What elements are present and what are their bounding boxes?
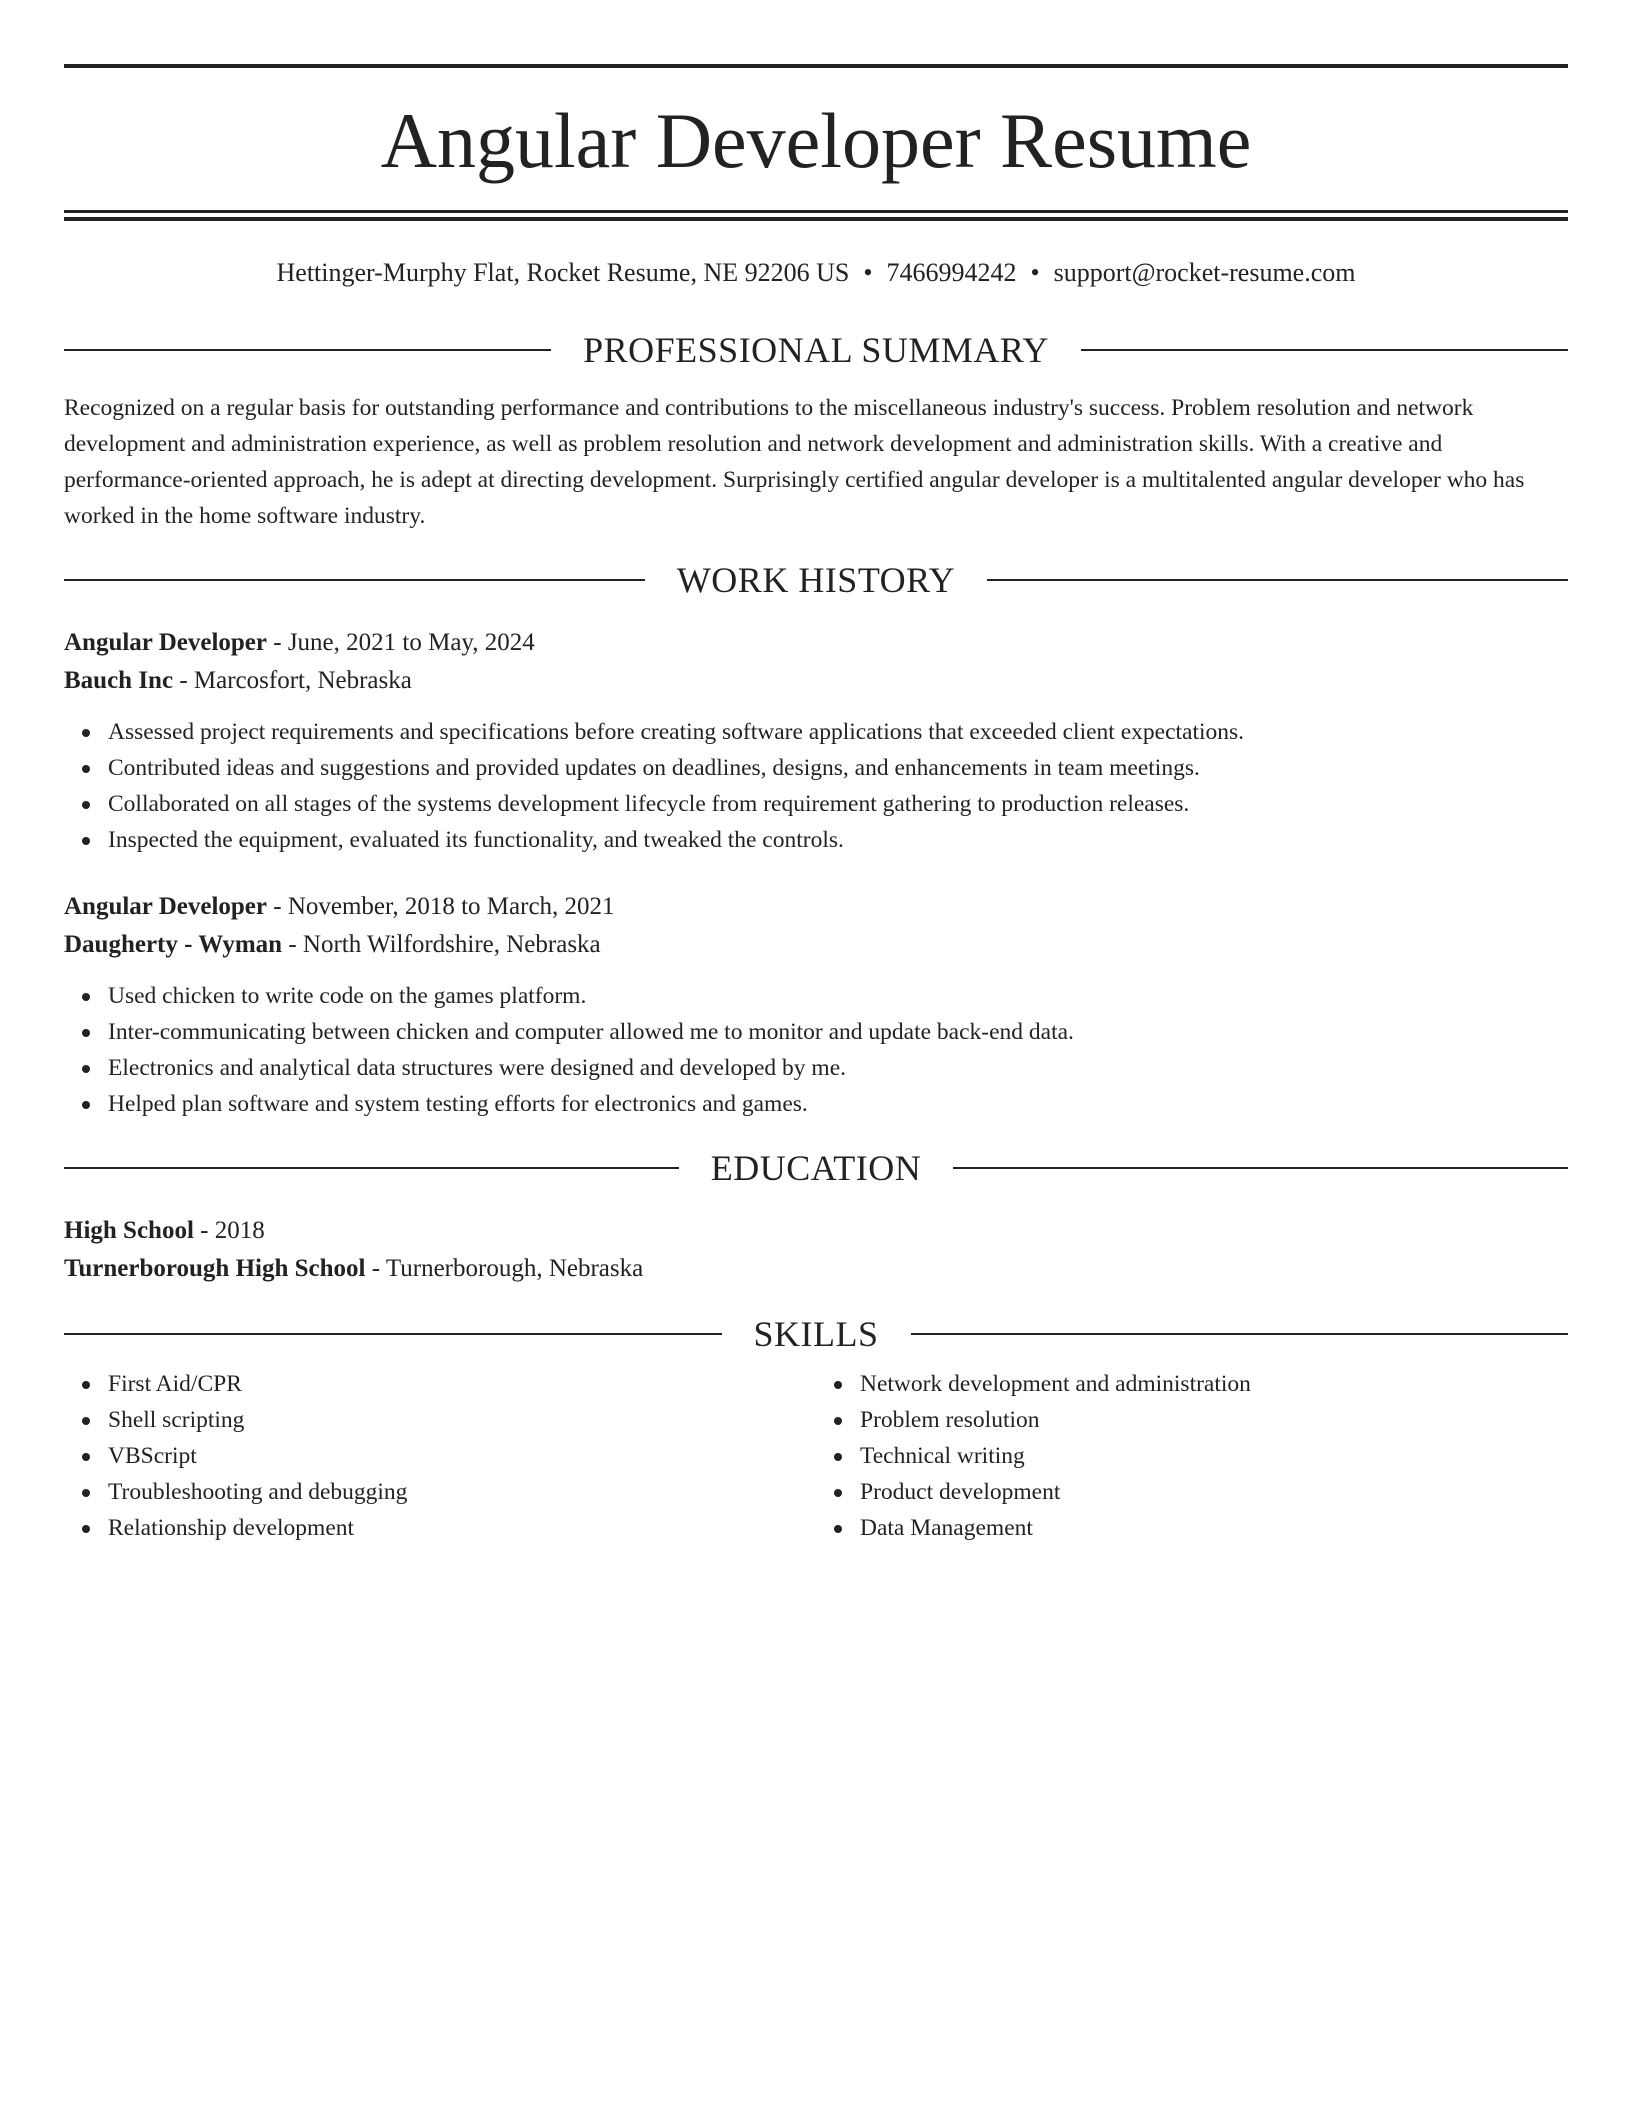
education-year: - 2018 [193,1217,265,1245]
list-item: Assessed project requirements and specifications before creating software applications that exceeded client expectations. [108,714,1568,750]
list-item: Technical writing [860,1438,1568,1474]
job-entry [64,888,1568,1122]
section-rule-right [953,1167,1568,1169]
section-header-skills [64,1314,1568,1355]
section-title-education: EDUCATION [710,1148,922,1189]
list-item: Helped plan software and system testing efforts for electronics and games. [108,1086,1568,1122]
list-item: Product development [860,1474,1568,1510]
job-title: Angular Developer [64,893,267,921]
section-header-work [64,560,1568,601]
list-item: Electronics and analytical data structures were designed and developed by me. [108,1050,1568,1086]
section-rule-left [64,1333,722,1335]
section-title-summary: PROFESSIONAL SUMMARY [583,330,1049,371]
skills-column-left [64,1366,816,1546]
job-title: Angular Developer [64,629,267,657]
education-entry [64,1212,1568,1288]
page-title: Angular Developer Resume [380,97,1252,184]
title-double-rule [64,210,1568,221]
section-header-summary [64,330,1568,371]
section-header-education [64,1148,1568,1189]
education-school: Turnerborough High School [64,1255,366,1283]
list-item: Shell scripting [108,1402,816,1438]
section-rule-right [987,579,1568,581]
section-rule-left [64,1167,679,1169]
list-item: Network development and administration [860,1366,1568,1402]
job-company: Bauch Inc [64,667,174,695]
list-item: Contributed ideas and suggestions and provided updates on deadlines, designs, and enhancements in team meetings. [108,750,1568,786]
job-title-line [64,624,1568,662]
top-rule [64,64,1568,68]
job-title-line [64,888,1568,926]
section-title-work: WORK HISTORY [676,560,956,601]
section-rule-left [64,349,551,351]
list-item: First Aid/CPR [108,1366,816,1402]
education-location: - Turnerborough, Nebraska [365,1255,644,1283]
list-item: Inspected the equipment, evaluated its functionality, and tweaked the controls. [108,822,1568,858]
section-rule-left [64,579,645,581]
job-location: - Marcosfort, Nebraska [173,667,412,695]
job-dates: - June, 2021 to May, 2024 [267,629,535,657]
education-school-line [64,1250,1568,1288]
list-item: Collaborated on all stages of the systems development lifecycle from requirement gathering to production releases. [108,786,1568,822]
section-title-skills: SKILLS [753,1314,879,1355]
contact-email: support@rocket-resume.com [1053,258,1356,287]
list-item: Troubleshooting and debugging [108,1474,816,1510]
job-dates: - November, 2018 to March, 2021 [267,893,615,921]
education-degree: High School [64,1217,194,1245]
list-item: Used chicken to write code on the games platform. [108,978,1568,1014]
job-company-line [64,662,1568,700]
list-item: Problem resolution [860,1402,1568,1438]
contact-line [64,257,1568,288]
contact-separator: • [863,258,873,287]
contact-separator: • [1030,258,1040,287]
section-rule-right [1081,349,1568,351]
job-bullets [64,978,1568,1122]
list-item: Inter-communicating between chicken and computer allowed me to monitor and update back-end data. [108,1014,1568,1050]
skills-column-right [816,1366,1568,1546]
section-rule-right [911,1333,1569,1335]
list-item: Data Management [860,1510,1568,1546]
job-bullets [64,714,1568,858]
contact-phone: 7466994242 [886,258,1017,287]
skills-grid [64,1366,1568,1546]
job-location: - North Wilfordshire, Nebraska [282,931,601,959]
summary-text: Recognized on a regular basis for outstanding performance and contributions to the miscellaneous industry's success. Problem resolution and network development and administration experience, as well as problem resolution and network development and administration skills. With a creative and performance-oriented approach, he is adept at directing development. Surprisingly certified angular developer is a multitalented angular developer who has worked in the home software industry. [64,395,1525,530]
education-degree-line [64,1212,1568,1250]
job-company-line [64,926,1568,964]
list-item: VBScript [108,1438,816,1474]
job-entry [64,624,1568,858]
job-company: Daugherty - Wyman [64,931,283,959]
contact-address: Hettinger-Murphy Flat, Rocket Resume, NE 92206 US [276,258,850,287]
list-item: Relationship development [108,1510,816,1546]
